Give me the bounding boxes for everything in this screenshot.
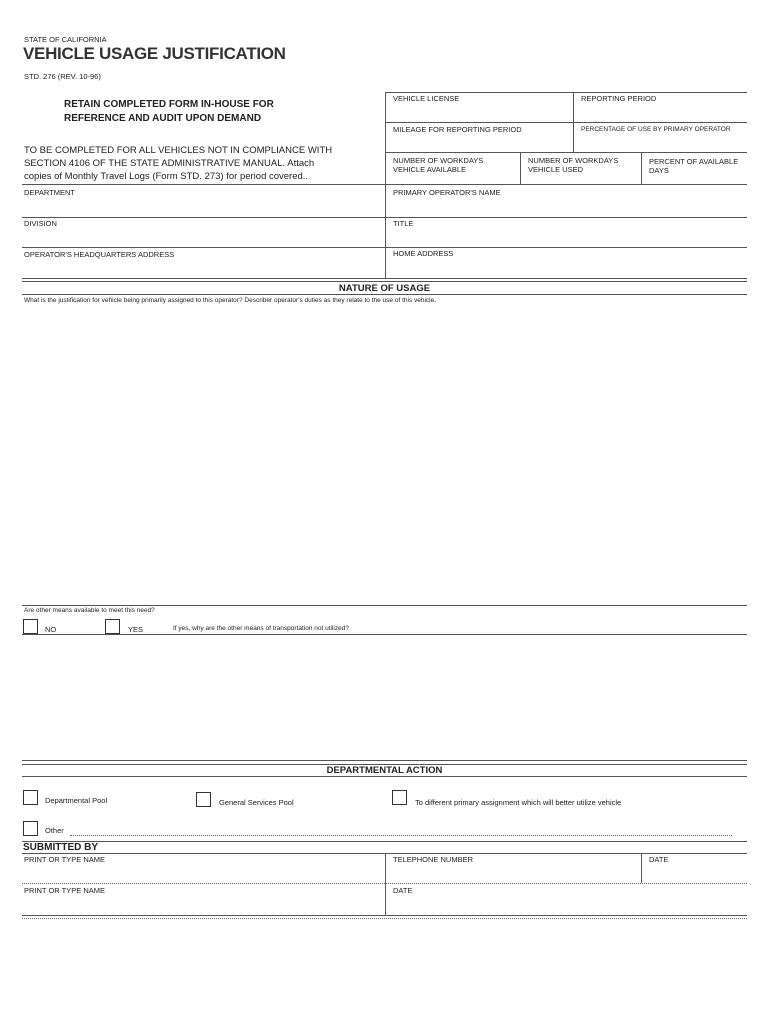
rule (520, 152, 521, 184)
mileage-field[interactable] (386, 135, 572, 151)
date-label-2: DATE (393, 886, 413, 895)
rule (22, 294, 747, 295)
justification-question: What is the justification for vehicle being primarily assigned to this operator? Describer operator's duties as they relate to the use of this vehicle. (24, 297, 437, 304)
nature-heading: NATURE OF USAGE (338, 283, 431, 294)
rule (385, 853, 386, 915)
why-not-field[interactable] (23, 636, 746, 758)
percent-available-label: PERCENT OF AVAILABLE DAYS (649, 157, 739, 175)
rule (22, 760, 747, 761)
rule (22, 883, 747, 884)
department-field[interactable] (23, 198, 383, 216)
other-line (70, 835, 732, 836)
hq-address-label: OPERATOR'S HEADQUARTERS ADDRESS (24, 250, 175, 259)
form-title: VEHICLE USAGE JUSTIFICATION (23, 44, 286, 63)
rule (385, 122, 747, 123)
rule (385, 152, 386, 184)
rule (22, 841, 747, 842)
state-label: STATE OF CALIFORNIA (24, 35, 107, 44)
mileage-label: MILEAGE FOR REPORTING PERIOD (393, 125, 522, 134)
rule (385, 92, 747, 93)
other-checkbox[interactable] (23, 821, 38, 836)
home-address-field[interactable] (387, 259, 745, 276)
rule (22, 918, 747, 919)
vehicle-license-field[interactable] (386, 104, 572, 121)
justification-field[interactable] (23, 307, 746, 603)
print-name-field-1[interactable] (23, 866, 383, 882)
hq-address-field[interactable] (23, 260, 383, 277)
home-address-label: HOME ADDRESS (393, 249, 454, 258)
yes-checkbox[interactable] (105, 619, 120, 634)
primary-operator-label: PRIMARY OPERATOR'S NAME (393, 188, 501, 197)
vehicle-license-label: VEHICLE LICENSE (393, 94, 460, 103)
general-services-pool-label: General Services Pool (219, 798, 294, 807)
different-assignment-checkbox[interactable] (392, 790, 407, 805)
date-field-2[interactable] (387, 897, 745, 913)
telephone-field[interactable] (387, 866, 639, 882)
no-checkbox[interactable] (23, 619, 38, 634)
why-not-question: If yes, why are the other means of transportation not utilized? (173, 625, 349, 632)
rule (641, 853, 642, 883)
departmental-pool-checkbox[interactable] (23, 790, 38, 805)
form-number: STD. 276 (REV. 10-96) (24, 72, 101, 81)
division-field[interactable] (23, 229, 383, 247)
rule (22, 247, 747, 248)
rule (22, 634, 747, 635)
workdays-available-label: NUMBER OF WORKDAYS VEHICLE AVAILABLE (393, 156, 484, 174)
submitted-heading: SUBMITTED BY (23, 842, 98, 853)
print-name-field-2[interactable] (23, 897, 383, 913)
action-heading: DEPARTMENTAL ACTION (326, 765, 443, 776)
rule (22, 776, 747, 777)
different-assignment-label: To different primary assignment which will better utilize vehicle (415, 798, 622, 807)
rule (22, 915, 747, 916)
workdays-used-label: NUMBER OF WORKDAYS VEHICLE USED (528, 156, 619, 174)
department-label: DEPARTMENT (24, 188, 75, 197)
other-means-question: Are other means available to meet this need? (24, 607, 155, 614)
general-services-pool-checkbox[interactable] (196, 792, 211, 807)
print-name-label-1: PRINT OR TYPE NAME (24, 855, 105, 864)
print-name-label-2: PRINT OR TYPE NAME (24, 886, 105, 895)
other-label: Other (45, 826, 64, 835)
retain-notice: RETAIN COMPLETED FORM IN-HOUSE FOR REFERENCE AND AUDIT UPON DEMAND (64, 99, 274, 124)
reporting-period-field[interactable] (574, 104, 747, 121)
rule (22, 278, 747, 279)
division-label: DIVISION (24, 219, 57, 228)
title-field[interactable] (387, 229, 745, 247)
rule (22, 217, 747, 218)
title-label: TITLE (393, 219, 414, 228)
departmental-pool-label: Departmental Pool (45, 796, 108, 805)
percentage-use-field[interactable] (574, 135, 747, 151)
date-label-1: DATE (649, 855, 669, 864)
rule (22, 281, 747, 282)
rule (641, 152, 642, 184)
rule (385, 152, 747, 153)
rule (385, 184, 386, 278)
instructions: TO BE COMPLETED FOR ALL VEHICLES NOT IN COMPLIANCE WITH SECTION 4106 OF THE STATE ADMINISTRATIVE MANUAL. Attach copies of Monthly Travel Logs (Form STD. 273) for period covered.. (24, 145, 333, 182)
rule (22, 605, 747, 606)
telephone-label: TELEPHONE NUMBER (393, 855, 474, 864)
date-field-1[interactable] (643, 866, 746, 882)
no-label: NO (45, 625, 57, 634)
yes-label: YES (128, 625, 144, 634)
percentage-use-label: PERCENTAGE OF USE BY PRIMARY OPERATOR (581, 126, 731, 133)
other-field[interactable] (70, 822, 732, 834)
primary-operator-field[interactable] (387, 198, 745, 216)
reporting-period-label: REPORTING PERIOD (581, 94, 657, 103)
